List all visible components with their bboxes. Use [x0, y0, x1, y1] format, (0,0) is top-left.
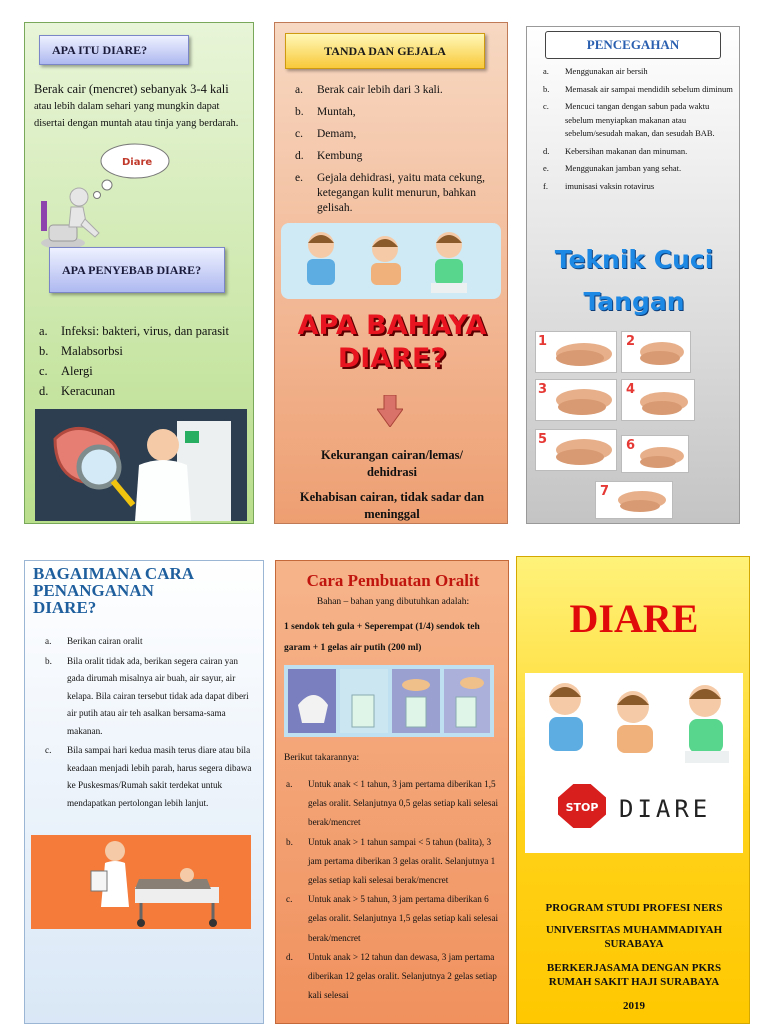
list-text: Untuk anak > 12 tahun dan dewasa, 3 jam pertama diberikan 12 gelas oralit. Selanjutnya 2 gelas setiap kali selesai	[308, 951, 497, 1001]
cover-illustration	[525, 673, 743, 853]
list-text: Gejala dehidrasi, yaitu mata cekung, ketegangan kulit menurun, bahkan gelisah.	[317, 172, 485, 214]
list-text: Berikan cairan oralit	[67, 636, 143, 646]
wash-step	[621, 379, 695, 421]
ingredients-intro: Bahan – bahan yang dibutuhkan adalah:	[316, 597, 470, 607]
danger-title	[275, 309, 508, 375]
list-marker: a.	[286, 779, 293, 789]
panel-signs-symptoms	[274, 22, 508, 524]
list-text: Untuk anak < 1 tahun, 3 jam pertama diberikan 1,5 gelas oralit. Selanjutnya 0,5 gelas setiap kali selesai berak/mencret	[308, 779, 499, 828]
list-item	[286, 833, 502, 891]
list-marker: d.	[543, 145, 550, 156]
list-marker: d.	[286, 951, 293, 962]
dose-intro: Berikut takarannya:	[284, 753, 360, 763]
list-item	[543, 180, 733, 194]
heading-tanda-gejala: TANDA DAN GEJALA	[285, 33, 485, 69]
wash-step	[621, 435, 689, 473]
wash-step	[535, 429, 617, 471]
list-marker: c.	[295, 128, 303, 140]
dose-list	[286, 775, 502, 1005]
list-text: Untuk anak > 1 tahun sampai < 5 tahun (balita), 3 jam pertama diberikan 3 gelas oralit. Selanjutnya 1 gelas setiap kali selesai berak/mencret	[308, 836, 496, 886]
panel-what-is-diarrhea	[24, 22, 254, 524]
list-item	[543, 100, 733, 141]
list-item	[295, 105, 501, 120]
bubble-text: Diare	[122, 157, 153, 168]
panel-cover	[516, 556, 750, 1024]
thinking-person-illustration	[35, 135, 175, 253]
list-text: Mencuci tangan dengan sabun pada waktu sebelum menyiapkan makanan atau sebelum/sesudah makan, dan sesudah BAB.	[565, 101, 715, 138]
treatment-list	[45, 633, 255, 812]
list-marker: c.	[543, 101, 549, 111]
list-text: Menggunakan air bersih	[565, 66, 648, 76]
list-text: Menggunakan jamban yang sehat.	[565, 163, 682, 173]
list-item	[295, 127, 501, 142]
list-marker: f.	[543, 180, 548, 191]
list-text: Demam,	[317, 128, 357, 140]
definition-line: atau lebih dalam sehari yang mungkin dapat	[34, 101, 220, 112]
list-marker: b.	[39, 344, 49, 358]
list-marker: b.	[295, 106, 304, 118]
heading-line: BAGAIMANA CARA	[33, 564, 195, 583]
ingredients-text: 1 sendok teh gula + Seperempat (1/4) sendok teh garam + 1 gelas air putih (200 ml)	[284, 622, 480, 653]
list-item	[45, 653, 255, 741]
hands-icon	[536, 430, 616, 470]
list-text: Bila oralit tidak ada, berikan segera cairan yan gada dirumah misalnya air buah, air sayur, air kelapa. Bila cairan tersebut tidak ada dapat diberi air putih atau air teh asalkan bersama-sama makanan.	[67, 655, 249, 736]
definition-line: Berak cair (mencret) sebanyak 3-4 kali	[34, 82, 229, 96]
step-number: 3	[538, 382, 548, 397]
list-item	[543, 83, 733, 97]
list-text: Berak cair lebih dari 3 kali.	[317, 84, 443, 96]
list-text: Infeksi: bakteri, virus, dan parasit	[61, 324, 230, 338]
panel-prevention	[526, 26, 740, 524]
list-marker: e.	[543, 163, 549, 173]
list-text: Keracunan	[61, 384, 116, 398]
hands-icon	[536, 332, 616, 372]
list-text: imunisasi vaksin rotavirus	[565, 180, 655, 191]
credit-line: UNIVERSITAS MUHAMMADIYAH	[545, 924, 723, 936]
list-item	[295, 149, 501, 164]
credit-line: SURABAYA	[604, 938, 664, 950]
list-text: Malabsorbsi	[61, 344, 123, 358]
heading-line: PENANGANAN	[33, 581, 154, 600]
list-marker: c.	[45, 745, 52, 755]
list-marker: d.	[295, 150, 304, 162]
list-marker: a.	[45, 636, 52, 646]
step-number: 5	[538, 432, 548, 447]
list-marker: a.	[543, 66, 549, 76]
list-item	[543, 162, 733, 176]
list-marker: e.	[295, 172, 303, 184]
list-item	[295, 171, 501, 216]
wash-step	[535, 379, 617, 421]
danger-title-line: APA BAHAYA	[297, 310, 487, 341]
cover-credits	[517, 901, 750, 1013]
list-text: Kebersihan makanan dan minuman.	[565, 145, 688, 156]
step-number: 2	[626, 334, 636, 349]
cover-title: DIARE	[569, 596, 699, 641]
definition-text	[34, 79, 246, 133]
doctor-patient-illustration	[31, 835, 251, 929]
wash-title-line: Teknik Cuci	[554, 245, 714, 274]
heading-penanganan	[33, 565, 257, 616]
stop-sign-text: STOP	[565, 801, 599, 814]
list-text: Kembung	[317, 150, 363, 162]
list-marker: a.	[295, 84, 303, 96]
danger-line: meninggal	[364, 507, 420, 521]
danger-line: Kekurangan cairan/lemas/	[320, 448, 464, 462]
wash-title-line: Tangan	[583, 287, 685, 316]
list-marker: b.	[286, 836, 293, 847]
heading-oralit: Cara Pembuatan Oralit	[306, 571, 480, 590]
step-number: 4	[626, 382, 636, 397]
list-text: Bila sampai hari kedua masih terus diare atau bila keadaan menjadi lebih parah, harus segera dibawa ke Puskesmas/Rumah sakit terdekat untuk mendapatkan pertolongan lebih lanjut.	[67, 745, 252, 808]
list-marker: d.	[39, 384, 49, 398]
list-item	[543, 145, 733, 159]
wash-title	[527, 239, 740, 323]
sick-children-illustration	[281, 223, 501, 299]
credit-line: PROGRAM STUDI PROFESI NERS	[545, 902, 723, 914]
panel-treatment	[24, 560, 264, 1024]
list-marker: c.	[39, 364, 48, 378]
wash-step	[621, 331, 691, 373]
step-number: 1	[538, 334, 548, 349]
wash-step	[535, 331, 617, 373]
list-item	[286, 948, 502, 1006]
list-item	[295, 83, 501, 98]
list-item	[39, 321, 249, 341]
list-item	[39, 381, 249, 401]
symptoms-list	[295, 83, 501, 216]
list-text: Muntah,	[317, 106, 356, 118]
list-marker: b.	[45, 655, 52, 666]
arrow-down-icon	[377, 395, 403, 427]
intestine-man-illustration	[35, 409, 247, 521]
list-item	[39, 361, 249, 381]
list-item	[286, 890, 502, 948]
wash-step	[595, 481, 673, 519]
danger-text	[283, 447, 501, 523]
list-marker: c.	[286, 894, 293, 905]
list-item	[45, 742, 255, 812]
credit-line: BERKERJASAMA DENGAN PKRS	[546, 962, 722, 974]
panel-oralit	[275, 560, 509, 1024]
list-marker: b.	[543, 83, 550, 94]
causes-list	[39, 321, 249, 401]
definition-line: disertai dengan muntah atau tinja yang berdarah.	[34, 117, 239, 129]
list-text: Memasak air sampai mendidih sebelum diminum	[565, 83, 733, 94]
danger-line: dehidrasi	[366, 465, 417, 479]
heading-pencegahan: PENCEGAHAN	[545, 31, 721, 59]
step-number: 7	[600, 484, 610, 499]
credit-year: 2019	[623, 1000, 645, 1012]
list-item	[39, 341, 249, 361]
heading-line: DIARE?	[33, 598, 97, 617]
list-text: Untuk anak > 5 tahun, 3 jam pertama diberikan 6 gelas oralit. Selanjutnya 1,5 gelas setiap kali selesai berak/mencret	[308, 894, 499, 943]
heading-apa-penyebab-diare: APA PENYEBAB DIARE?	[49, 247, 225, 293]
step-number: 6	[626, 438, 636, 453]
heading-apa-itu-diare: APA ITU DIARE?	[39, 35, 189, 65]
list-text: Alergi	[61, 364, 93, 378]
list-item	[543, 65, 733, 79]
banner-text: DIARE	[619, 795, 712, 823]
danger-line: Kehabisan cairan, tidak sadar dan	[299, 490, 485, 504]
list-item	[45, 633, 255, 651]
danger-title-line: DIARE?	[337, 343, 447, 374]
prevention-list	[543, 65, 733, 193]
oralit-steps-illustration	[284, 665, 494, 737]
list-item	[286, 775, 502, 833]
hands-icon	[536, 380, 616, 420]
list-marker: a.	[39, 324, 48, 338]
credit-line: RUMAH SAKIT HAJI SURABAYA	[548, 976, 720, 988]
